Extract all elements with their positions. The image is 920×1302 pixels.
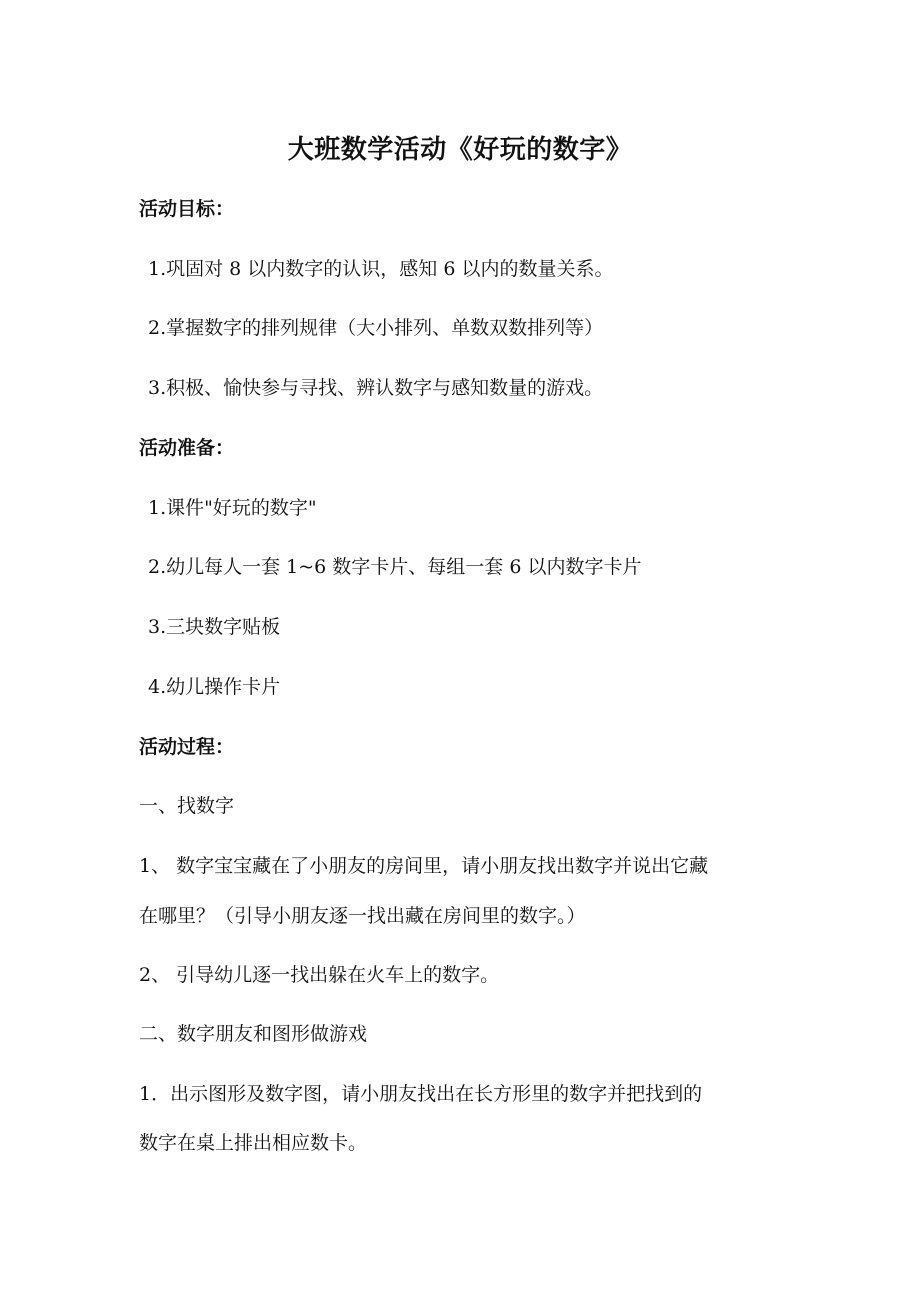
prep-item-2: 2.幼儿每人一套 1~6 数字卡片、每组一套 6 以内数字卡片 xyxy=(148,556,642,578)
part1-step2: 2、 引导幼儿逐一找出躲在火车上的数字。 xyxy=(139,964,500,986)
prep-item-4: 4.幼儿操作卡片 xyxy=(148,676,281,698)
prep-item-3: 3.三块数字贴板 xyxy=(148,616,281,638)
part2-step1-line2: 数字在桌上排出相应数卡。 xyxy=(139,1132,368,1154)
part2-heading: 二、数字朋友和图形做游戏 xyxy=(139,1023,368,1045)
part1-heading: 一、找数字 xyxy=(139,795,235,817)
part2-step1-line1: 1．出示图形及数字图，请小朋友找出在长方形里的数字并把找到的 xyxy=(139,1083,703,1105)
goal-item-3: 3.积极、愉快参与寻找、辨认数字与感知数量的游戏。 xyxy=(148,377,604,399)
goals-heading: 活动目标： xyxy=(139,198,235,220)
process-heading: 活动过程： xyxy=(139,736,235,758)
prep-item-1: 1.课件"好玩的数字" xyxy=(148,497,317,519)
part1-step1-line2: 在哪里？（引导小朋友逐一找出藏在房间里的数字。） xyxy=(139,905,586,927)
prep-heading: 活动准备： xyxy=(139,437,235,459)
goal-item-1: 1.巩固对 8 以内数字的认识，感知 6 以内的数量关系。 xyxy=(148,258,614,280)
goal-item-2: 2.掌握数字的排列规律（大小排列、单数双数排列等） xyxy=(148,317,604,339)
part1-step1-line1: 1、 数字宝宝藏在了小朋友的房间里，请小朋友找出数字并说出它藏 xyxy=(139,855,709,877)
document-title: 大班数学活动《好玩的数字》 xyxy=(287,135,633,165)
